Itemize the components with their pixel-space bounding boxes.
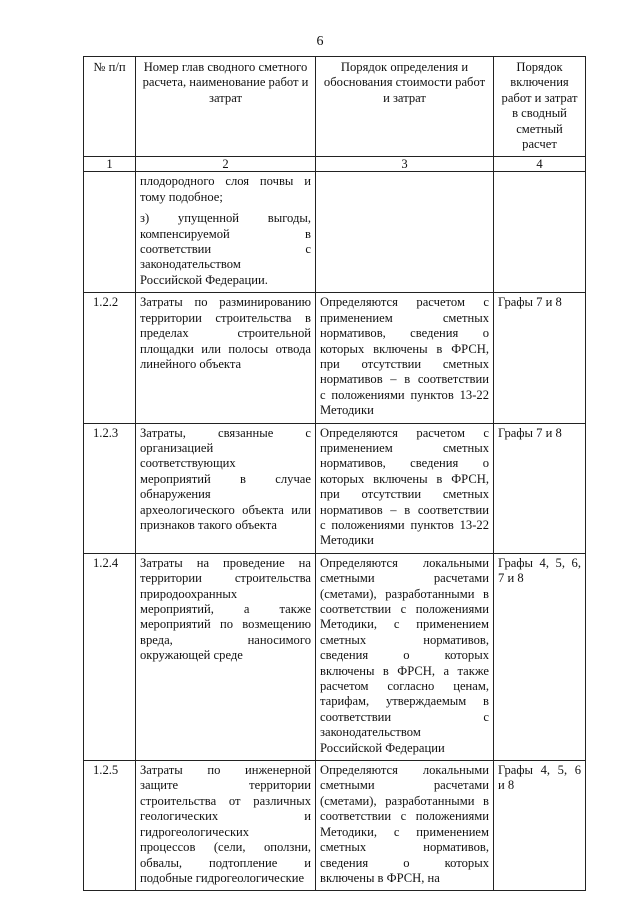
text-line: Графы 7 и 8 — [498, 425, 562, 440]
text-line: включены в ФРСН, на — [320, 870, 440, 885]
text-line: соответствии с — [320, 709, 489, 724]
text-line: линейного объекта — [140, 356, 242, 371]
table-row — [84, 293, 586, 423]
text-line: Определяются расчетом с — [320, 295, 489, 310]
column-index-row — [84, 157, 586, 172]
cell-name — [136, 761, 316, 891]
cell-inclusion — [494, 553, 586, 760]
cell-name — [136, 172, 316, 293]
table-header-row — [84, 57, 586, 157]
text-line: Методики, с применением — [320, 617, 489, 632]
cell-name — [136, 553, 316, 760]
cell-method — [316, 423, 494, 553]
text-line: нормативов, сведения о — [320, 456, 489, 471]
table-row-continuation — [84, 172, 586, 293]
cell-num: 1.2.3 — [84, 423, 136, 553]
page-number: 6 — [316, 34, 324, 49]
table-row — [84, 553, 586, 760]
cell-method — [316, 172, 494, 293]
text-line: включены в ФРСН, а также — [320, 663, 489, 678]
text-line: Затраты, связанные с — [140, 425, 311, 440]
cell-method — [316, 553, 494, 760]
text-line: обнаружения — [140, 487, 211, 502]
text-line: (сметами), разработанными в — [320, 793, 489, 808]
text-line: организацией — [140, 440, 214, 455]
text-line: процессов (сели, оползни, — [140, 840, 311, 855]
text-line: мероприятий по возмещению — [140, 617, 311, 632]
text-line: Методики — [320, 403, 374, 418]
text-line: тому подобное; — [140, 189, 223, 204]
table-row — [84, 761, 586, 891]
text-line: окружающей среде — [140, 648, 243, 663]
cell-num: 1.2.2 — [84, 293, 136, 423]
text-line: расчетом согласно ценам, — [320, 679, 489, 694]
text-line: территории строительства — [140, 571, 311, 586]
header-method: Порядок определения и обоснования стоимости работ и затрат — [316, 57, 494, 157]
text-line: (сметами), разработанными в — [320, 586, 489, 601]
text-line: тарифам, утверждаемым в — [320, 694, 489, 709]
header-name: Номер глав сводного сметного расчета, наименование работ и затрат — [136, 57, 316, 157]
text-line: соответствии с положениями — [320, 602, 489, 616]
text-line: вреда, наносимого — [140, 632, 311, 647]
text-line: нормативов – в соответствии — [320, 372, 489, 387]
cell-inclusion — [494, 293, 586, 423]
estimate-table — [83, 56, 586, 891]
column-index: 3 — [316, 157, 494, 172]
text-line: гидрогеологических — [140, 824, 250, 839]
text-line: Методики, с применением — [320, 824, 489, 839]
cell-inclusion — [494, 172, 586, 293]
cell-inclusion — [494, 423, 586, 553]
cell-name — [136, 423, 316, 553]
text-line: Графы 4, 5, 6 — [498, 763, 581, 778]
text-line: которых включены в ФРСН, — [320, 341, 489, 356]
text-line: сведения о которых — [320, 855, 489, 870]
text-line: соответствующих — [140, 456, 236, 471]
text-line: которых включены в ФРСН, — [320, 471, 489, 486]
text-line: площадки или полосы отвода — [140, 341, 311, 356]
text-line: Затраты по инженерной — [140, 763, 311, 778]
text-line: соответствии с — [140, 242, 311, 257]
text-line: соответствии с положениями — [320, 809, 489, 824]
text-line: строительства от различных — [140, 793, 311, 808]
cell-num: 1.2.5 — [84, 761, 136, 891]
text-line: обвалы, подтопление и — [140, 855, 311, 870]
cell-name — [136, 293, 316, 423]
column-index: 4 — [494, 157, 586, 172]
text-line: с положениями пунктов 13-22 — [320, 387, 489, 402]
cell-num: 1.2.4 — [84, 553, 136, 760]
cell-inclusion — [494, 761, 586, 891]
text-line: сметных нормативов, — [320, 840, 489, 855]
cell-method — [316, 761, 494, 891]
text-line: законодательством — [320, 725, 421, 740]
text-line: сметными расчетами — [320, 571, 489, 586]
text-line: сметных нормативов, — [320, 632, 489, 647]
text-line: археологического объекта или — [140, 502, 311, 517]
column-index: 1 — [84, 157, 136, 172]
text-line: Методики — [320, 533, 374, 548]
text-line: сведения о которых — [320, 648, 489, 663]
column-index: 2 — [136, 157, 316, 172]
text-line: законодательством — [140, 257, 241, 272]
text-line: компенсируемой в — [140, 226, 311, 241]
text-line: Определяются расчетом с — [320, 425, 489, 440]
text-line: применением сметных — [320, 440, 489, 455]
text-line: Графы 7 и 8 — [498, 295, 562, 310]
header-num: № п/п — [84, 57, 136, 157]
text-line: нормативов – в соответствии — [320, 502, 489, 517]
text-line: Затраты на проведение на — [140, 555, 311, 570]
text-line: при отсутствии сметных — [320, 487, 489, 502]
text-line: Графы 4, 5, 6, — [498, 555, 581, 570]
cell-method — [316, 293, 494, 423]
text-line: мероприятий в случае — [140, 471, 311, 486]
text-line: пределах строительной — [140, 326, 311, 341]
text-line: территории строительства в — [140, 310, 311, 325]
text-line: применением сметных — [320, 310, 489, 325]
text-line: и 8 — [498, 778, 515, 793]
text-line: сметными расчетами — [320, 778, 489, 793]
cell-num — [84, 172, 136, 293]
text-line: Российской Федерации — [320, 740, 445, 755]
text-line: природоохранных — [140, 586, 238, 601]
text-line: Определяются локальными — [320, 555, 489, 570]
text-line: 7 и 8 — [498, 571, 524, 586]
text-line: мероприятий, а также — [140, 602, 311, 616]
text-line: нормативов, сведения о — [320, 326, 489, 341]
text-line: с положениями пунктов 13-22 — [320, 517, 489, 532]
text-line: геологических и — [140, 809, 311, 824]
table-row — [84, 423, 586, 553]
text-line: подобные гидрогеологические — [140, 870, 305, 885]
text-line: плодородного слоя почвы и — [140, 174, 311, 189]
text-line: Определяются локальными — [320, 763, 489, 778]
text-line: Российской Федерации. — [140, 272, 268, 287]
text-line: при отсутствии сметных — [320, 356, 489, 371]
text-line: защите территории — [140, 778, 311, 793]
header-inclusion: Порядок включения работ и затрат в сводный сметный расчет — [494, 57, 586, 157]
text-line: признаков такого объекта — [140, 517, 277, 532]
text-line: Затраты по разминированию — [140, 295, 311, 310]
text-line: з) упущенной выгоды, — [140, 211, 311, 226]
